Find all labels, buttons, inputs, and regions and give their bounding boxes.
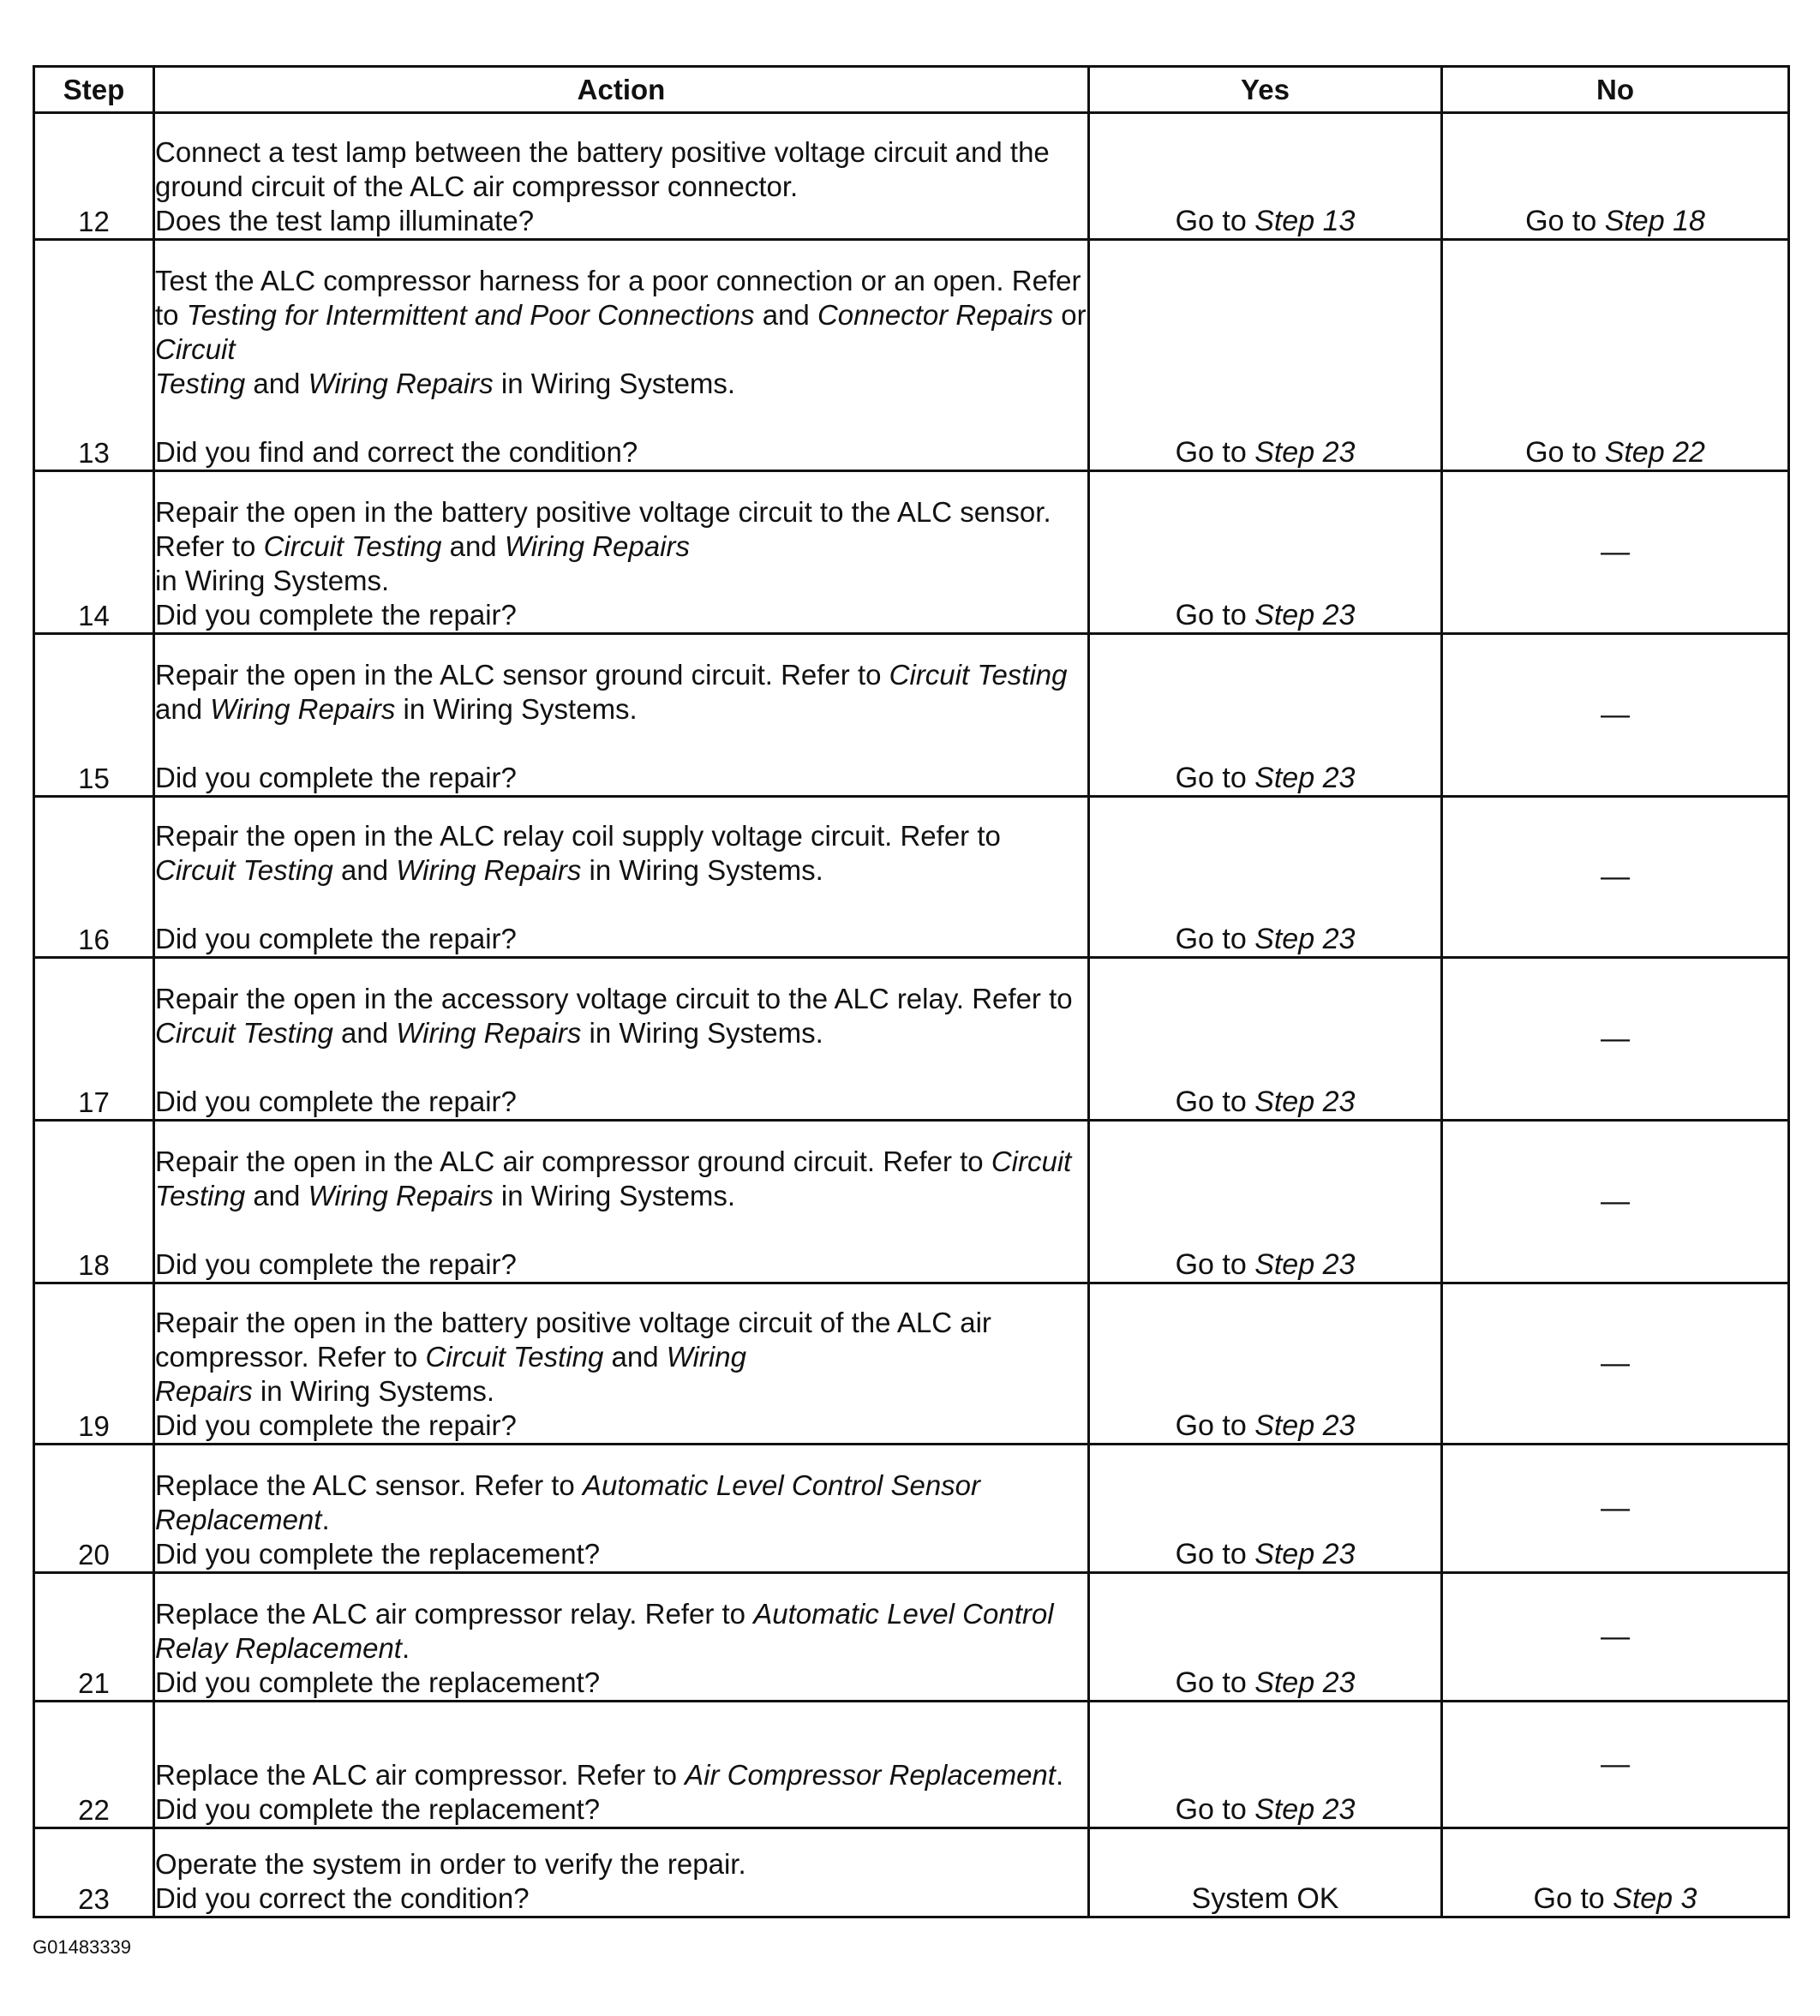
diagnostic-table bbox=[33, 65, 1790, 1918]
action-question: Did you correct the condition? bbox=[155, 1882, 530, 1914]
no-step-reference: Step 3 bbox=[1613, 1882, 1697, 1915]
yes-goto-prefix: Go to bbox=[1175, 205, 1255, 237]
action-cell bbox=[154, 797, 1089, 958]
action-text: and bbox=[441, 530, 505, 562]
action-instruction bbox=[155, 982, 1087, 1050]
action-reference: Circuit Testing bbox=[263, 530, 442, 562]
action-instruction bbox=[155, 135, 1087, 204]
no-goto-prefix: Go to bbox=[1525, 436, 1605, 469]
table-row bbox=[34, 1445, 1789, 1573]
no-cell bbox=[1442, 1283, 1789, 1445]
table-row bbox=[34, 797, 1789, 958]
no-cell bbox=[1442, 1702, 1789, 1828]
action-cell bbox=[154, 1573, 1089, 1702]
yes-goto-prefix: Go to bbox=[1175, 1666, 1255, 1699]
action-text: in Wiring Systems. bbox=[395, 693, 638, 725]
action-text: Repair the open in the battery positive voltage circuit to the ALC sensor. Refer to bbox=[155, 496, 1051, 562]
yes-cell bbox=[1089, 797, 1442, 958]
action-text: in Wiring Systems. bbox=[581, 854, 823, 886]
action-reference: Wiring bbox=[666, 1341, 746, 1373]
action-reference: Testing bbox=[155, 368, 246, 399]
action-text: and bbox=[245, 1180, 308, 1211]
action-text: and bbox=[332, 854, 397, 886]
action-text: Repair the open in the accessory voltage circuit to the ALC relay. Refer to bbox=[155, 983, 1073, 1014]
yes-cell bbox=[1089, 113, 1442, 240]
yes-cell bbox=[1089, 1573, 1442, 1702]
action-instruction bbox=[155, 1145, 1087, 1213]
no-cell bbox=[1442, 634, 1789, 797]
action-text: in Wiring Systems. bbox=[493, 368, 736, 399]
header-action: Action bbox=[154, 67, 1089, 113]
yes-cell bbox=[1089, 471, 1442, 634]
yes-cell bbox=[1089, 1283, 1442, 1445]
action-question: Did you find and correct the condition? bbox=[155, 436, 638, 468]
action-question: Did you complete the repair? bbox=[155, 1409, 517, 1441]
no-step-reference: Step 22 bbox=[1604, 436, 1705, 469]
action-reference: Circuit Testing bbox=[425, 1341, 604, 1373]
yes-cell bbox=[1089, 1445, 1442, 1573]
header-step: Step bbox=[34, 67, 154, 113]
table-body bbox=[34, 113, 1789, 1917]
action-text: in Wiring Systems. bbox=[581, 1017, 823, 1049]
action-instruction bbox=[155, 1469, 1087, 1537]
yes-goto-prefix: Go to bbox=[1175, 436, 1255, 469]
action-reference: Repairs bbox=[155, 1375, 253, 1407]
yes-goto-prefix: Go to bbox=[1175, 1248, 1255, 1281]
action-instruction bbox=[155, 1758, 1087, 1792]
table-row bbox=[34, 240, 1789, 471]
action-reference: Wiring Repairs bbox=[504, 530, 690, 562]
no-cell bbox=[1442, 471, 1789, 634]
yes-step-reference: Step 23 bbox=[1254, 1666, 1356, 1699]
no-dash: — bbox=[1601, 860, 1630, 893]
action-cell bbox=[154, 240, 1089, 471]
action-cell bbox=[154, 471, 1089, 634]
yes-step-reference: Step 23 bbox=[1254, 1086, 1356, 1118]
action-reference: Testing for Intermittent and Poor Connections bbox=[186, 299, 755, 331]
action-text: in Wiring Systems. bbox=[493, 1180, 736, 1211]
action-text: and bbox=[754, 299, 817, 331]
action-question: Did you complete the repair? bbox=[155, 923, 517, 954]
step-number: 18 bbox=[34, 1121, 154, 1283]
action-reference: Wiring Repairs bbox=[396, 1017, 582, 1049]
action-text: Replace the ALC sensor. Refer to bbox=[155, 1469, 583, 1501]
yes-goto-prefix: Go to bbox=[1175, 1086, 1255, 1118]
action-cell bbox=[154, 113, 1089, 240]
table-row bbox=[34, 471, 1789, 634]
action-text: Test the ALC compressor harness for a poor connection or an open. Refer to bbox=[155, 265, 1081, 331]
no-goto-prefix: Go to bbox=[1533, 1882, 1613, 1915]
action-text: Replace the ALC air compressor. Refer to bbox=[155, 1759, 685, 1791]
header-yes: Yes bbox=[1089, 67, 1442, 113]
action-reference: Circuit Testing bbox=[155, 1017, 333, 1049]
action-text: . bbox=[401, 1632, 410, 1664]
table-row bbox=[34, 1283, 1789, 1445]
yes-step-reference: Step 23 bbox=[1254, 1248, 1356, 1281]
action-text: . bbox=[1055, 1759, 1064, 1791]
yes-cell bbox=[1089, 634, 1442, 797]
action-cell bbox=[154, 1702, 1089, 1828]
action-text: Operate the system in order to verify the repair. bbox=[155, 1848, 746, 1880]
action-question: Did you complete the repair? bbox=[155, 599, 517, 631]
figure-id: G01483339 bbox=[33, 1936, 131, 1958]
step-number: 15 bbox=[34, 634, 154, 797]
action-question: Did you complete the replacement? bbox=[155, 1793, 601, 1825]
no-cell bbox=[1442, 1445, 1789, 1573]
action-reference: Air Compressor Replacement bbox=[685, 1759, 1056, 1791]
yes-step-reference: Step 13 bbox=[1254, 205, 1356, 237]
no-dash: — bbox=[1601, 698, 1630, 731]
step-number: 13 bbox=[34, 240, 154, 471]
no-cell bbox=[1442, 1828, 1789, 1917]
yes-goto-prefix: Go to bbox=[1175, 762, 1255, 794]
table-row bbox=[34, 1573, 1789, 1702]
yes-goto-prefix: Go to bbox=[1175, 1409, 1255, 1442]
yes-result: System OK bbox=[1191, 1882, 1339, 1915]
action-text: Connect a test lamp between the battery positive voltage circuit and the ground circuit of the ALC air compressor connector. bbox=[155, 136, 1050, 202]
table-row bbox=[34, 113, 1789, 240]
step-number: 21 bbox=[34, 1573, 154, 1702]
yes-step-reference: Step 23 bbox=[1254, 1538, 1356, 1570]
step-number: 20 bbox=[34, 1445, 154, 1573]
action-text: and bbox=[603, 1341, 667, 1373]
step-number: 12 bbox=[34, 113, 154, 240]
action-cell bbox=[154, 958, 1089, 1121]
action-text: . bbox=[321, 1504, 330, 1535]
action-text: in Wiring Systems. bbox=[252, 1375, 495, 1407]
action-reference: Wiring Repairs bbox=[396, 854, 582, 886]
yes-goto-prefix: Go to bbox=[1175, 923, 1255, 955]
action-reference: Connector Repairs bbox=[817, 299, 1054, 331]
no-dash: — bbox=[1601, 1185, 1630, 1217]
no-step-reference: Step 18 bbox=[1604, 205, 1705, 237]
yes-cell bbox=[1089, 240, 1442, 471]
action-text: and bbox=[332, 1017, 397, 1049]
step-number: 17 bbox=[34, 958, 154, 1121]
action-reference: Circuit Testing bbox=[889, 659, 1068, 691]
yes-step-reference: Step 23 bbox=[1254, 923, 1356, 955]
action-text: Repair the open in the battery positive voltage circuit of the ALC air compressor. Refer to bbox=[155, 1307, 991, 1373]
action-question: Did you complete the replacement? bbox=[155, 1538, 601, 1570]
no-dash: — bbox=[1601, 1347, 1630, 1379]
table-row bbox=[34, 1828, 1789, 1917]
action-text: and bbox=[245, 368, 308, 399]
action-instruction bbox=[155, 1306, 1087, 1409]
action-text: Repair the open in the ALC sensor ground circuit. Refer to bbox=[155, 659, 889, 691]
action-instruction bbox=[155, 495, 1087, 598]
table-header-row bbox=[34, 67, 1789, 113]
yes-step-reference: Step 23 bbox=[1254, 436, 1356, 469]
step-number: 16 bbox=[34, 797, 154, 958]
table-row bbox=[34, 1121, 1789, 1283]
no-cell bbox=[1442, 958, 1789, 1121]
action-question: Did you complete the repair? bbox=[155, 1086, 517, 1117]
action-reference: Wiring Repairs bbox=[308, 368, 494, 399]
no-cell bbox=[1442, 240, 1789, 471]
action-reference: Automatic Level Control Relay Replacement bbox=[155, 1598, 1054, 1664]
no-dash: — bbox=[1601, 535, 1630, 568]
action-reference: Wiring Repairs bbox=[308, 1180, 494, 1211]
step-number: 22 bbox=[34, 1702, 154, 1828]
no-dash: — bbox=[1601, 1620, 1630, 1653]
action-reference: Automatic Level Control Sensor Replacement bbox=[155, 1469, 981, 1535]
action-cell bbox=[154, 634, 1089, 797]
action-text: Replace the ALC air compressor relay. Refer to bbox=[155, 1598, 754, 1630]
action-question: Did you complete the repair? bbox=[155, 1248, 517, 1280]
action-instruction bbox=[155, 1597, 1087, 1666]
table-row bbox=[34, 634, 1789, 797]
action-reference: Circuit bbox=[155, 333, 236, 365]
yes-step-reference: Step 23 bbox=[1254, 762, 1356, 794]
step-number: 14 bbox=[34, 471, 154, 634]
yes-cell bbox=[1089, 1828, 1442, 1917]
no-cell bbox=[1442, 797, 1789, 958]
action-reference: Circuit Testing bbox=[155, 1146, 1072, 1211]
action-question: Did you complete the repair? bbox=[155, 762, 517, 793]
action-instruction bbox=[155, 819, 1087, 888]
action-reference: Wiring Repairs bbox=[210, 693, 396, 725]
action-instruction bbox=[155, 1847, 1087, 1881]
no-cell bbox=[1442, 1573, 1789, 1702]
action-instruction bbox=[155, 658, 1087, 727]
action-reference: Circuit Testing bbox=[155, 854, 333, 886]
yes-goto-prefix: Go to bbox=[1175, 1793, 1255, 1826]
yes-step-reference: Step 23 bbox=[1254, 599, 1356, 631]
yes-cell bbox=[1089, 1702, 1442, 1828]
yes-goto-prefix: Go to bbox=[1175, 1538, 1255, 1570]
action-instruction bbox=[155, 264, 1087, 401]
action-text: or bbox=[1053, 299, 1087, 331]
action-question: Does the test lamp illuminate? bbox=[155, 205, 535, 236]
action-text: in Wiring Systems. bbox=[155, 565, 390, 596]
action-question: Did you complete the replacement? bbox=[155, 1666, 601, 1698]
yes-cell bbox=[1089, 958, 1442, 1121]
action-text: and bbox=[155, 693, 211, 725]
action-cell bbox=[154, 1283, 1089, 1445]
no-dash: — bbox=[1601, 1492, 1630, 1524]
yes-cell bbox=[1089, 1121, 1442, 1283]
yes-step-reference: Step 23 bbox=[1254, 1409, 1356, 1442]
no-dash: — bbox=[1601, 1748, 1630, 1780]
action-text: Repair the open in the ALC air compressor ground circuit. Refer to bbox=[155, 1146, 991, 1177]
header-no: No bbox=[1442, 67, 1789, 113]
table-row bbox=[34, 958, 1789, 1121]
no-dash: — bbox=[1601, 1022, 1630, 1055]
action-cell bbox=[154, 1121, 1089, 1283]
step-number: 19 bbox=[34, 1283, 154, 1445]
table-row bbox=[34, 1702, 1789, 1828]
no-goto-prefix: Go to bbox=[1525, 205, 1605, 237]
action-cell bbox=[154, 1828, 1089, 1917]
action-cell bbox=[154, 1445, 1089, 1573]
yes-goto-prefix: Go to bbox=[1175, 599, 1255, 631]
step-number: 23 bbox=[34, 1828, 154, 1917]
no-cell bbox=[1442, 113, 1789, 240]
action-text: Repair the open in the ALC relay coil supply voltage circuit. Refer to bbox=[155, 820, 1001, 852]
no-cell bbox=[1442, 1121, 1789, 1283]
yes-step-reference: Step 23 bbox=[1254, 1793, 1356, 1826]
